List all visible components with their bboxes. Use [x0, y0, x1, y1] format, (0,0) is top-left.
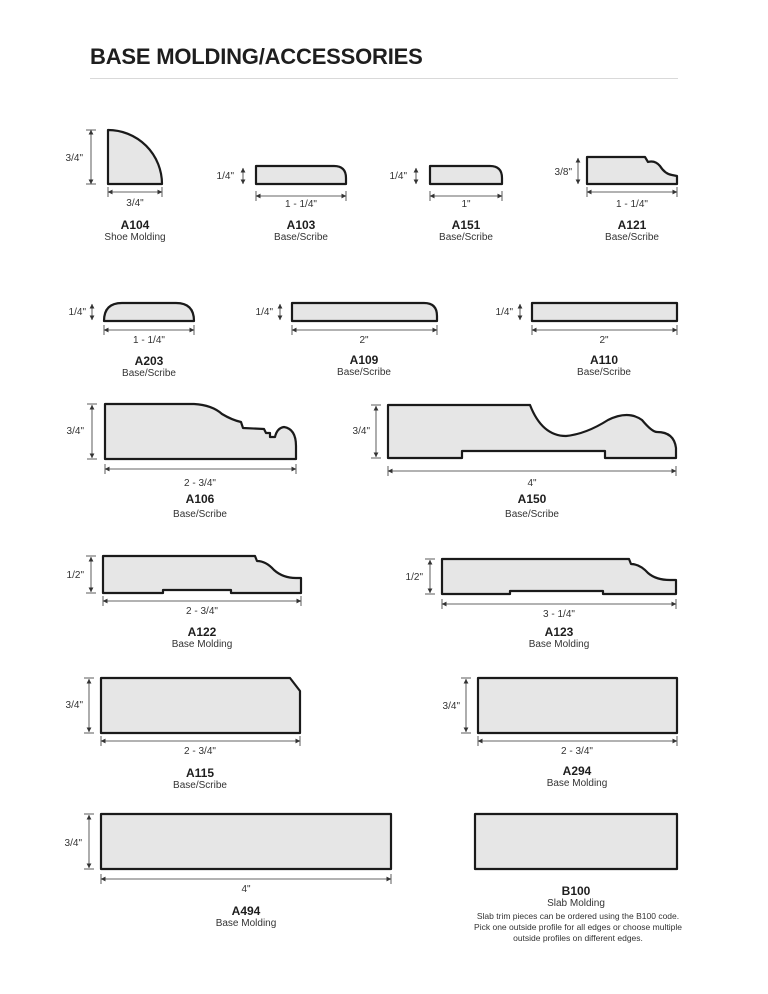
a103-profile: [256, 166, 346, 184]
a110-code: A110: [589, 353, 619, 367]
a115-desc: Base/Scribe: [173, 780, 227, 791]
a110-desc: Base/Scribe: [577, 367, 631, 378]
a103-desc: Base/Scribe: [274, 232, 328, 243]
a103-height: 1/4": [216, 171, 234, 182]
a110-height: 1/4": [495, 307, 513, 318]
a115-width: 2 - 3/4": [184, 746, 216, 757]
a294-desc: Base Molding: [546, 778, 608, 789]
a151-height: 1/4": [389, 171, 407, 182]
a103-width: 1 - 1/4": [285, 199, 317, 210]
a110-width: 2": [599, 335, 609, 346]
a122-code: A122: [187, 625, 217, 639]
a109-width: 2": [359, 335, 369, 346]
item-a151: [390, 166, 502, 243]
a104-desc: Shoe Molding: [104, 232, 166, 243]
a203-width: 1 - 1/4": [133, 335, 165, 346]
a150-height: 3/4": [352, 426, 370, 437]
a106-code: A106: [185, 492, 215, 506]
a109-desc: Base/Scribe: [337, 367, 391, 378]
a115-code: A115: [185, 766, 215, 780]
item-a109: [256, 303, 437, 378]
a203-height: 1/4": [68, 307, 86, 318]
a494-height: 3/4": [64, 838, 82, 849]
a121-height: 3/8": [554, 167, 572, 178]
b100-code: B100: [561, 884, 591, 898]
a123-height: 1/2": [405, 572, 423, 583]
a122-desc: Base Molding: [171, 639, 233, 650]
a103-code: A103: [286, 218, 316, 232]
a203-profile: [104, 303, 194, 321]
a123-width: 3 - 1/4": [543, 609, 575, 620]
a122-profile: [103, 556, 301, 593]
a150-code: A150: [517, 492, 547, 506]
a122-width: 2 - 3/4": [186, 606, 218, 617]
page-title: BASE MOLDING/ACCESSORIES: [90, 44, 423, 69]
item-a115: [66, 678, 300, 791]
a151-profile: [430, 166, 502, 184]
b100-note: Slab trim pieces can be ordered using the B100 code. Pick one outside profile for all edges or choose multiple outside profiles on different edges.: [474, 911, 682, 943]
a122-height: 1/2": [66, 570, 84, 581]
a494-width: 4": [241, 884, 251, 895]
item-a121: [555, 157, 677, 243]
a151-desc: Base/Scribe: [439, 232, 493, 243]
a109-profile: [292, 303, 437, 321]
a106-width: 2 - 3/4": [184, 478, 216, 489]
item-a294: [443, 678, 677, 789]
a150-width: 4": [527, 478, 537, 489]
item-a122: [67, 556, 301, 650]
a106-height: 3/4": [66, 426, 84, 437]
item-a150: [353, 405, 676, 520]
a494-desc: Base Molding: [215, 918, 277, 929]
item-b100: [475, 814, 677, 909]
item-a103: [217, 166, 346, 243]
a151-width: 1": [461, 199, 471, 210]
b100-desc: Slab Molding: [547, 898, 605, 909]
a121-desc: Base/Scribe: [605, 232, 659, 243]
item-a104: [66, 130, 166, 243]
a294-width: 2 - 3/4": [561, 746, 593, 757]
a115-profile: [101, 678, 300, 733]
a203-code: A203: [134, 354, 164, 368]
item-a110: [496, 303, 677, 378]
item-a494: [65, 814, 391, 929]
a123-code: A123: [544, 625, 574, 639]
a109-code: A109: [349, 353, 379, 367]
item-a203: [69, 303, 194, 379]
a121-code: A121: [617, 218, 647, 232]
a104-profile: [108, 130, 162, 184]
a150-desc: Base/Scribe: [505, 509, 559, 520]
b100-profile: [475, 814, 677, 869]
a110-profile: [532, 303, 677, 321]
a294-profile: [478, 678, 677, 733]
a104-code: A104: [120, 218, 150, 232]
item-a123: [406, 559, 676, 650]
a294-code: A294: [562, 764, 592, 778]
a109-height: 1/4": [255, 307, 273, 318]
a104-height: 3/4": [65, 153, 83, 164]
a203-desc: Base/Scribe: [122, 368, 176, 379]
a494-profile: [101, 814, 391, 869]
a494-code: A494: [231, 904, 261, 918]
a106-desc: Base/Scribe: [173, 509, 227, 520]
a150-profile: [388, 405, 676, 458]
a115-height: 3/4": [65, 700, 83, 711]
a123-profile: [442, 559, 676, 594]
a121-profile: [587, 157, 677, 184]
a151-code: A151: [451, 218, 481, 232]
a294-height: 3/4": [442, 701, 460, 712]
a106-profile: [105, 404, 296, 459]
a123-desc: Base Molding: [528, 639, 590, 650]
item-a106: [67, 404, 296, 520]
a104-width: 3/4": [126, 198, 144, 209]
a121-width: 1 - 1/4": [616, 199, 648, 210]
